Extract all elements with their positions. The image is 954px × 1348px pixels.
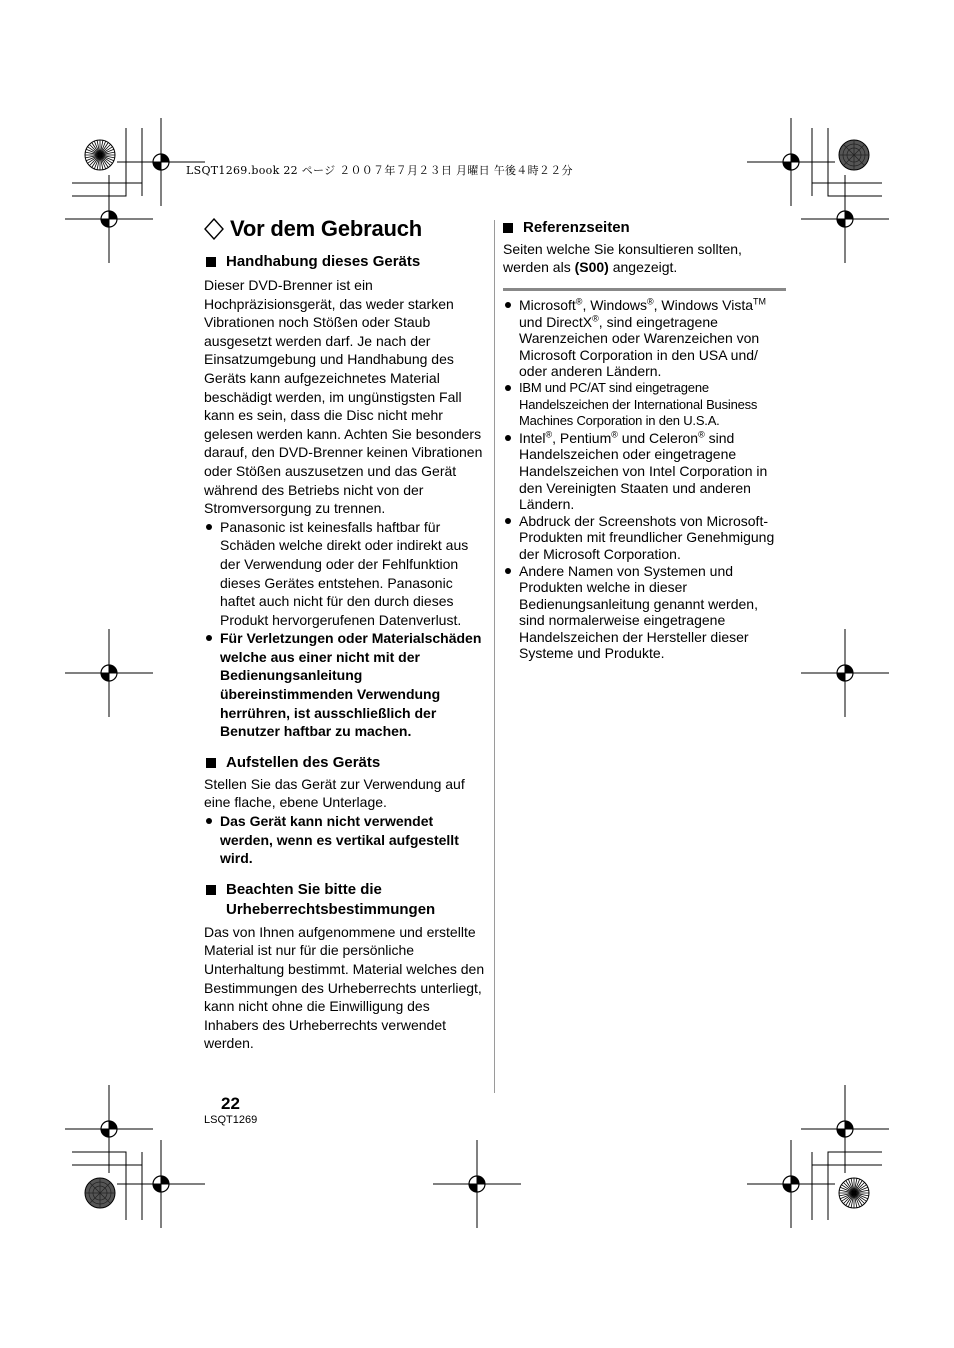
trademark-item: Intel®, Pentium® und Celeron® sind Handelszeichen oder eingetragene Handelszeichen von Intel Corporation in den Vereinigten Staaten und anderen Ländern. bbox=[503, 430, 787, 513]
square-bullet-icon bbox=[206, 257, 216, 267]
list-item: Für Verletzungen oder Materialschäden welche aus einer nicht mit der Bedienungsanleitung übereinstimmenden Verwendung herrühren, ist ausschließlich der Benutzer haftbar zu machen. bbox=[204, 629, 488, 741]
bullet-dot-icon bbox=[204, 812, 220, 868]
page-title-text: Vor dem Gebrauch bbox=[230, 216, 422, 241]
trademark-item: Abdruck der Screenshots von Microsoft-Produkten mit freundlicher Genehmigung der Microsoft Corporation. bbox=[503, 513, 787, 563]
bullet-dot-icon bbox=[204, 629, 220, 741]
list-item: Das Gerät kann nicht verwendet werden, wenn es vertikal aufgestellt wird. bbox=[204, 812, 488, 868]
list-item: Panasonic ist keinesfalls haftbar für Schäden welche direkt oder indirekt aus der Verwendung oder der Fehlfunktion dieses Gerätes entstehen. Panasonic haftet auch nicht für den durch dieses Produkt hervorgerufenen Datenverlust. bbox=[204, 518, 488, 630]
setup-body: Stellen Sie das Gerät zur Verwendung auf eine flache, ebene Unterlage. bbox=[204, 775, 465, 811]
copyright-body: Das von Ihnen aufgenommene und erstellte Material ist nur für die persönliche Unterhaltung bestimmt. Material welches den Bestimmungen des Urheberrechts unterliegt, kann nicht ohne die Einwilligung des Inhabers des Urheberrechts verwendet werden. bbox=[204, 923, 485, 1052]
square-bullet-icon bbox=[206, 758, 216, 768]
trademark-item: Andere Namen von Systemen und Produkten welche in dieser Bedienungsanleitung genannt werden, sind normalerweise eingetragene Handelszeichen der Hersteller dieser Systeme und Produkte. bbox=[503, 563, 787, 663]
bullet-dot-icon bbox=[204, 518, 220, 630]
square-bullet-icon bbox=[206, 885, 216, 895]
section-rule bbox=[503, 288, 786, 291]
section-heading-handling: Handhabung dieses Geräts bbox=[204, 252, 488, 272]
page-number: 22 bbox=[221, 1094, 240, 1113]
page-reference-code: (S00) bbox=[574, 259, 609, 275]
bullet-dot-icon bbox=[503, 430, 519, 513]
diamond-icon bbox=[204, 218, 224, 240]
column-divider bbox=[494, 220, 495, 1093]
handling-body: Dieser DVD-Brenner ist ein Hochpräzisionsgerät, das weder starken Vibrationen noch Stößen oder Staub ausgesetzt werden darf. Je nach der Einsatzumgebung und Handhabung des Geräts kann aufgezeichnetes Material beschädigt werden, im ungünstigsten Fall kann es sein, dass die Disc nicht mehr gelesen werden kann. Achten Sie besonders darauf, den DVD-Brenner keinen Vibrationen oder Stößen auszusetzen und das Gerät während des Betriebs nicht von der Stromversorgung zu trennen. bbox=[204, 277, 483, 517]
square-bullet-icon bbox=[503, 223, 513, 233]
trademark-item: IBM und PC/AT sind eingetragene Handelszeichen der International Business Machines Corporation in den U.S.A. bbox=[503, 380, 787, 430]
section-heading-copyright: Beachten Sie bitte die Urheberrechtsbestimmungen bbox=[204, 880, 488, 920]
page-title bbox=[204, 216, 488, 242]
references-body: Seiten welche Sie konsultieren sollten, werden als (S00) angezeigt. bbox=[503, 241, 742, 275]
bullet-dot-icon bbox=[503, 297, 519, 380]
bullet-dot-icon bbox=[503, 513, 519, 563]
print-info-line: LSQT1269.book 22 ページ ２００７年７月２３日 月曜日 午後４時２２分 bbox=[186, 164, 573, 177]
bullet-dot-icon bbox=[503, 380, 519, 430]
right-column bbox=[503, 218, 787, 662]
trademark-item: Microsoft®, Windows®, Windows Vista™ und DirectX®, sind eingetragene Warenzeichen oder Warenzeichen von Microsoft Corporation in den USA und/ oder anderen Ländern. bbox=[503, 297, 787, 380]
bullet-dot-icon bbox=[503, 563, 519, 663]
section-heading-references: Referenzseiten bbox=[503, 218, 787, 238]
section-heading-setup: Aufstellen des Geräts bbox=[204, 753, 488, 773]
document-code: LSQT1269 bbox=[204, 1114, 258, 1126]
left-column bbox=[204, 216, 488, 1053]
